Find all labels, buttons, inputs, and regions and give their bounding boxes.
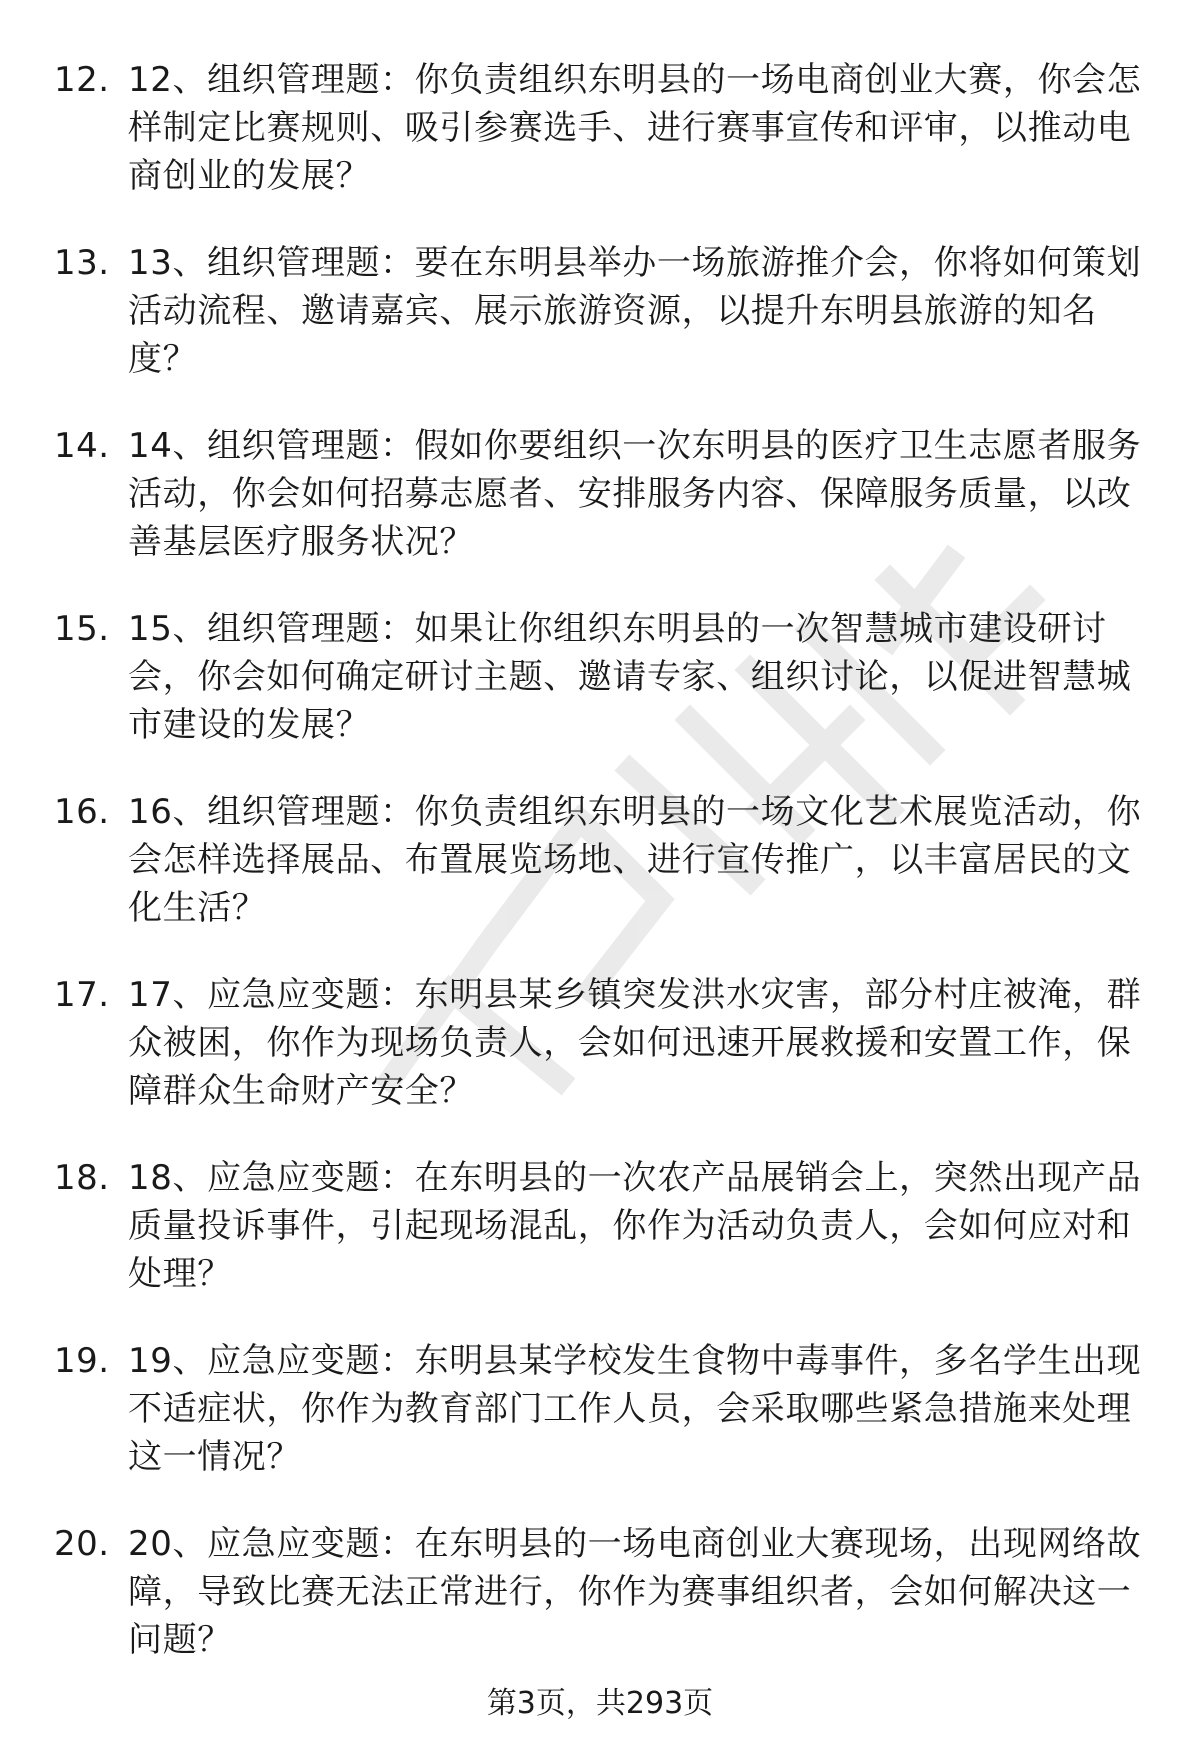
question-number: 20. xyxy=(54,1524,110,1564)
question-item xyxy=(0,239,1200,422)
question-text: 12、组织管理题：你负责组织东明县的一场电商创业大赛，你会怎样制定比赛规则、吸引参赛选手、进行赛事宣传和评审，以推动电商创业的发展？ xyxy=(128,60,1142,196)
question-text: 14、组织管理题：假如你要组织一次东明县的医疗卫生志愿者服务活动，你会如何招募志愿者、安排服务内容、保障服务质量，以改善基层医疗服务状况？ xyxy=(128,426,1142,562)
question-text: 17、应急应变题：东明县某乡镇突发洪水灾害，部分村庄被淹，群众被困，你作为现场负责人，会如何迅速开展救援和安置工作，保障群众生命财产安全？ xyxy=(128,975,1142,1111)
question-item xyxy=(0,1520,1200,1703)
question-item xyxy=(0,605,1200,788)
question-text: 13、组织管理题：要在东明县举办一场旅游推介会，你将如何策划活动流程、邀请嘉宾、展示旅游资源，以提升东明县旅游的知名度？ xyxy=(128,243,1142,379)
question-number: 13. xyxy=(54,243,110,283)
question-item xyxy=(0,971,1200,1154)
question-number: 14. xyxy=(54,426,110,466)
question-item xyxy=(0,422,1200,605)
question-number: 12. xyxy=(54,60,110,100)
question-number: 19. xyxy=(54,1341,110,1381)
question-number: 16. xyxy=(54,792,110,832)
question-item xyxy=(0,56,1200,239)
question-item xyxy=(0,788,1200,971)
page-footer: 第3页，共293页 xyxy=(486,1686,714,1721)
question-text: 16、组织管理题：你负责组织东明县的一场文化艺术展览活动，你会怎样选择展品、布置展览场地、进行宣传推广，以丰富居民的文化生活？ xyxy=(128,792,1142,928)
question-item xyxy=(0,1154,1200,1337)
question-number: 15. xyxy=(54,609,110,649)
question-number: 17. xyxy=(54,975,110,1015)
question-text: 19、应急应变题：东明县某学校发生食物中毒事件，多名学生出现不适症状，你作为教育部门工作人员，会采取哪些紧急措施来处理这一情况？ xyxy=(128,1341,1142,1477)
question-list xyxy=(0,56,1200,1703)
question-number: 18. xyxy=(54,1158,110,1198)
question-item xyxy=(0,1337,1200,1520)
question-text: 20、应急应变题：在东明县的一场电商创业大赛现场，出现网络故障，导致比赛无法正常进行，你作为赛事组织者，会如何解决这一问题？ xyxy=(128,1524,1142,1660)
question-text: 15、组织管理题：如果让你组织东明县的一次智慧城市建设研讨会，你会如何确定研讨主题、邀请专家、组织讨论，以促进智慧城市建设的发展？ xyxy=(128,609,1132,745)
question-text: 18、应急应变题：在东明县的一次农产品展销会上，突然出现产品质量投诉事件，引起现场混乱，你作为活动负责人，会如何应对和处理？ xyxy=(128,1158,1142,1294)
